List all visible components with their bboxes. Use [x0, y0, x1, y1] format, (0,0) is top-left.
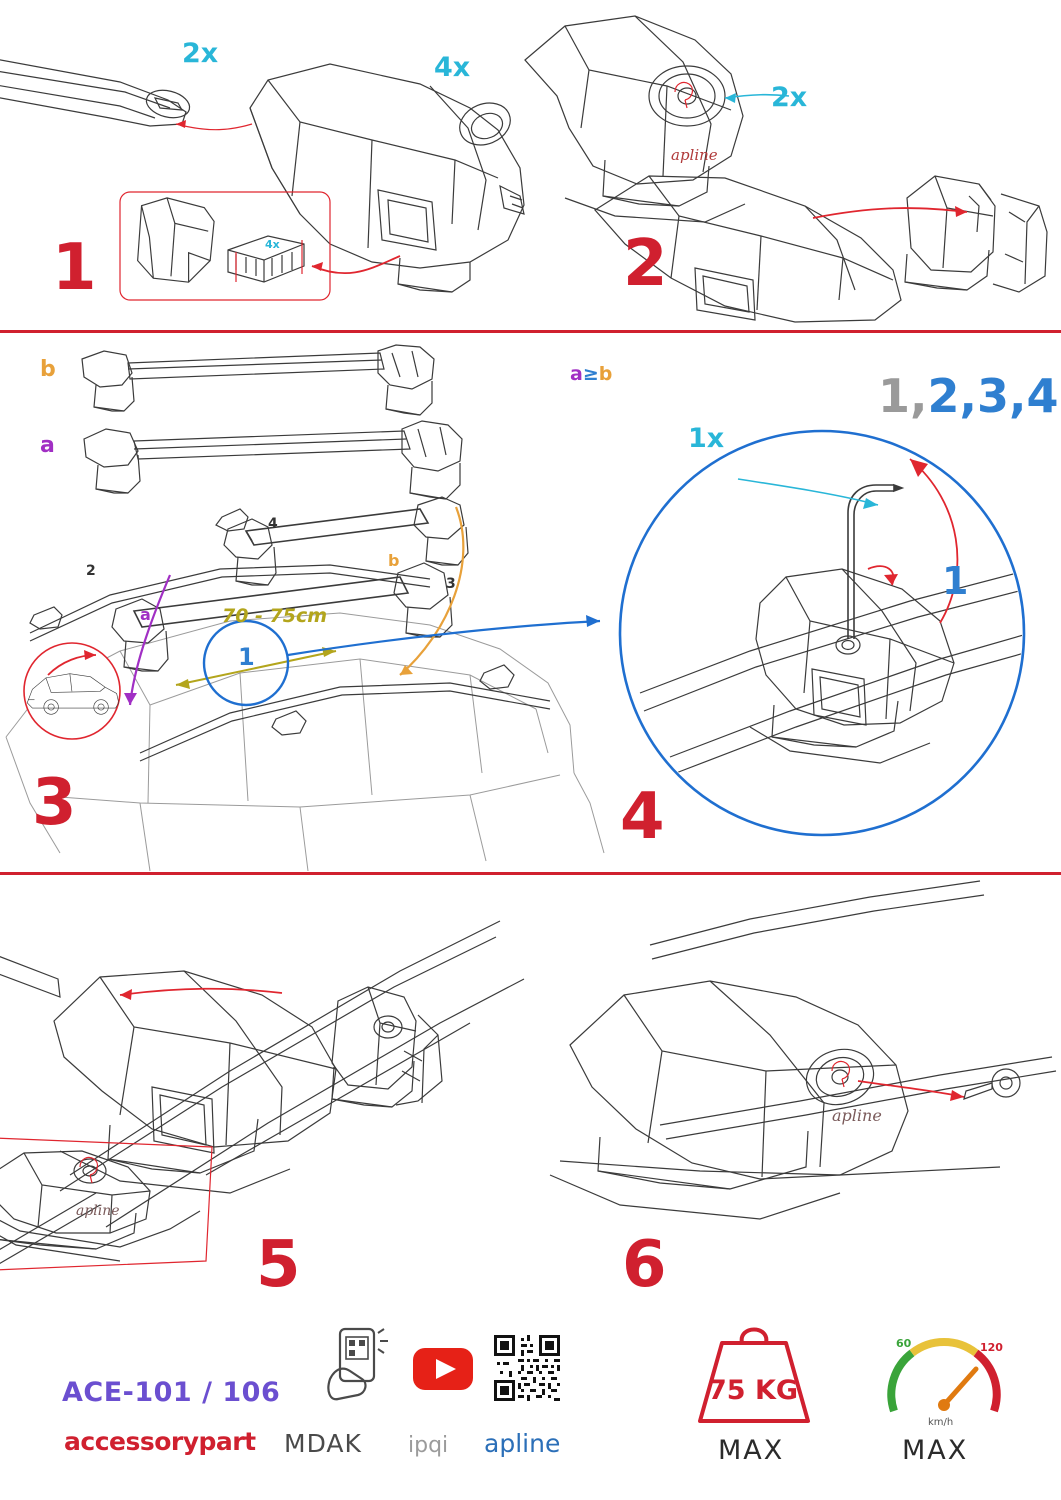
- footer: [0, 1305, 1061, 1500]
- brand-ipqi: ipqi: [408, 1433, 449, 1458]
- step-number-3: 3: [32, 766, 75, 840]
- torque-step-1: 1: [942, 559, 969, 603]
- panel-step-2: [575, 0, 1061, 330]
- weight-limit-label: MAX: [718, 1435, 785, 1466]
- svg-text:apline: apline: [76, 1203, 120, 1219]
- svg-text:60: 60: [896, 1337, 912, 1350]
- step-number-6: 6: [622, 1228, 665, 1302]
- weight-limit: [692, 1315, 816, 1427]
- marker-1: 1: [238, 643, 255, 671]
- marker-3: 3: [446, 576, 456, 592]
- condition-a-ge-b: [570, 363, 612, 385]
- step-number-5: 5: [256, 1228, 299, 1302]
- callout-qty-2x-endcap: 2x: [182, 38, 219, 69]
- speed-limit-label: MAX: [902, 1435, 969, 1466]
- panel-step-3: [0, 333, 610, 872]
- brand-accessory-prefix: accessory: [64, 1427, 199, 1456]
- step-6-illustration: [540, 875, 1061, 1305]
- svg-text:120: 120: [980, 1341, 1003, 1354]
- panel-step-1: [0, 0, 575, 330]
- svg-text:km/h: km/h: [928, 1417, 954, 1428]
- label-b-bar: b: [40, 357, 56, 382]
- step-number-1: 1: [52, 231, 95, 305]
- youtube-icon[interactable]: [412, 1347, 474, 1391]
- svg-text:apline: apline: [671, 146, 718, 164]
- brand-mdak: MDAK: [284, 1429, 362, 1458]
- panel-step-6: [540, 875, 1061, 1305]
- step-number-4: 4: [620, 780, 663, 854]
- step-number-2: 2: [623, 227, 666, 301]
- marker-2: 2: [86, 563, 96, 579]
- svg-text:apline: apline: [832, 1106, 882, 1125]
- callout-qty-1x-key: 1x: [688, 423, 725, 454]
- label-a-roof: a: [140, 605, 151, 624]
- brand-accessory-suffix: part: [198, 1427, 256, 1456]
- sequence-1234: [878, 369, 1058, 423]
- condition-a: a: [570, 363, 583, 385]
- qr-code-icon[interactable]: [494, 1335, 560, 1401]
- condition-ge: ≥: [582, 363, 599, 385]
- brand-apline: [484, 1429, 560, 1458]
- label-a-bar: a: [40, 433, 55, 458]
- callout-qty-4x-foot: 4x: [434, 52, 471, 83]
- dimension-label: 70 - 75cm: [222, 605, 328, 627]
- product-code: ACE-101 / 106: [62, 1377, 281, 1408]
- brand-apline-suffix: line: [515, 1429, 561, 1458]
- svg-text:4x: 4x: [265, 238, 280, 251]
- label-b-roof: b: [388, 551, 400, 570]
- brand-apline-prefix: ap: [484, 1429, 516, 1458]
- condition-b: b: [598, 363, 613, 385]
- marker-4: 4: [268, 516, 278, 532]
- sequence-first: 1,: [878, 369, 928, 423]
- panel-step-5: [0, 875, 540, 1305]
- step-3-illustration: [0, 333, 610, 872]
- weight-limit-value: 75 KG: [708, 1375, 799, 1406]
- speed-limit-gauge: [880, 1321, 1008, 1431]
- brand-accessorypart: [64, 1427, 256, 1456]
- panel-step-4: [570, 333, 1061, 872]
- callout-qty-2x-lock: 2x: [771, 82, 808, 113]
- sequence-rest: 2,3,4: [927, 369, 1059, 423]
- qr-phone-icon[interactable]: [322, 1327, 394, 1403]
